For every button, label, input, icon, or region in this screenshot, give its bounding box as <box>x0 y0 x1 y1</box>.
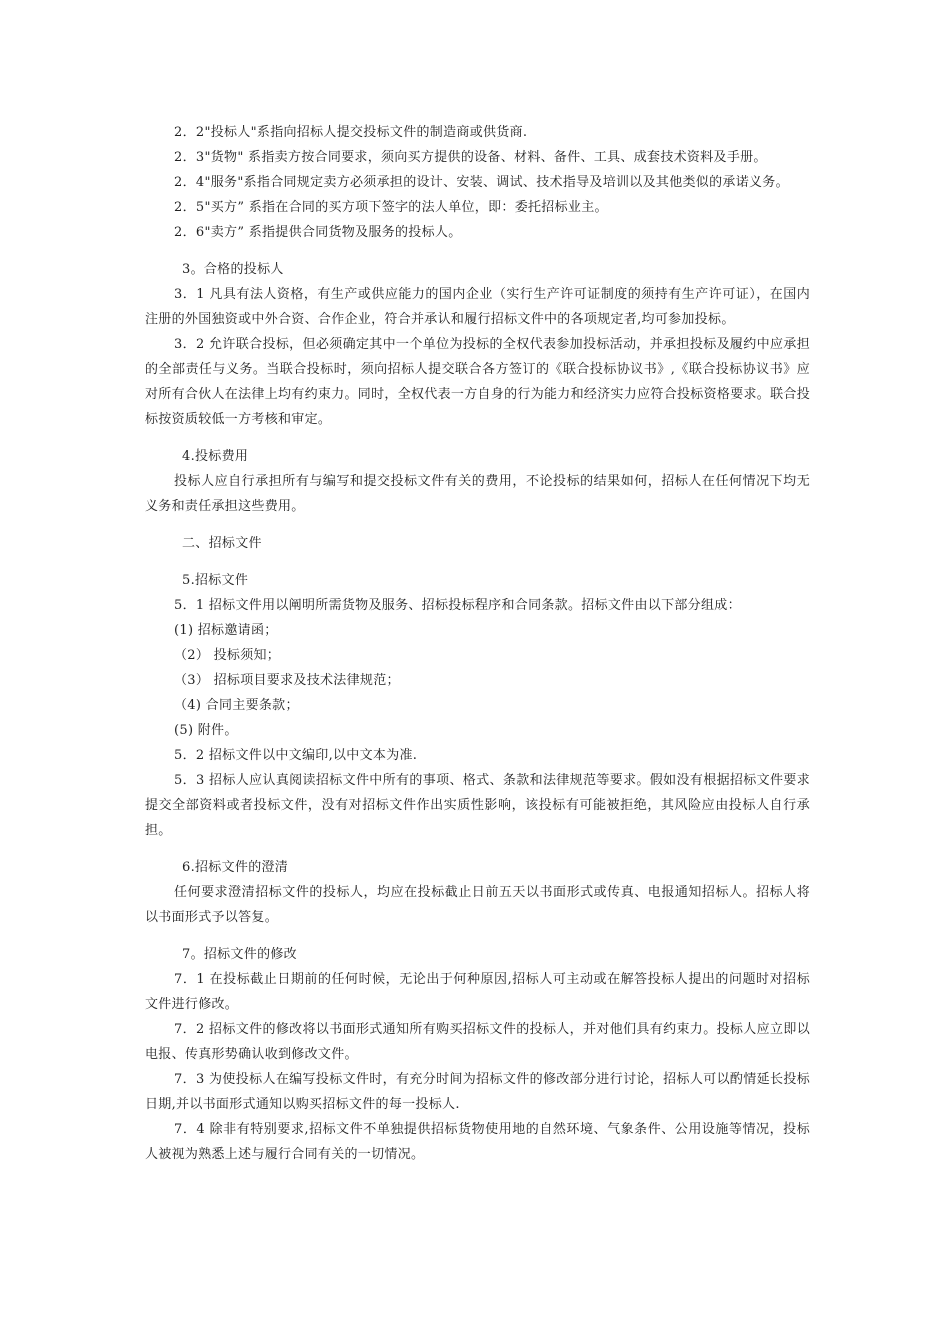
paragraph: 2．4"服务"系指合同规定卖方必须承担的设计、安装、调试、技术指导及培训以及其他类似的承诺义务。 <box>174 175 789 190</box>
paragraph: 5．3 招标人应认真阅读招标文件中所有的事项、格式、条款和法律规范等要求。假如没有根据招标文件要求提交全部资料或者投标文件，没有对招标文件作出实质性影响，该投标有可能被拒绝，其风险应由投标人自行承担。 <box>145 773 810 838</box>
list-item: （3） 招标项目要求及技术法律规范； <box>174 673 400 688</box>
section-heading: 5.招标文件 <box>182 573 249 588</box>
paragraph: 2．6"卖方” 系指提供合同货物及服务的投标人。 <box>174 225 462 240</box>
paragraph: 2．5"买方” 系指在合同的买方项下签字的法人单位，即：委托招标业主。 <box>174 200 608 215</box>
list-item: (5) 附件。 <box>174 723 238 738</box>
paragraph: 7．3 为使投标人在编写投标文件时，有充分时间为招标文件的修改部分进行讨论，招标人可以酌情延长投标日期,并以书面形式通知以购买招标文件的每一投标人. <box>145 1072 810 1112</box>
section-heading: 7。招标文件的修改 <box>182 947 297 962</box>
paragraph: 5．1 招标文件用以阐明所需货物及服务、招标投标程序和合同条款。招标文件由以下部分组成： <box>174 598 741 613</box>
list-item: （2） 投标须知； <box>174 648 281 663</box>
paragraph: 投标人应自行承担所有与编写和提交投标文件有关的费用，不论投标的结果如何，招标人在任何情况下均无义务和责任承担这些费用。 <box>145 474 810 514</box>
paragraph: 2．2"投标人"系指向招标人提交投标文件的制造商或供货商. <box>174 125 528 140</box>
paragraph: 7．4 除非有特别要求,招标文件不单独提供招标货物使用地的自然环境、气象条件、公用设施等情况，投标人被视为熟悉上述与履行合同有关的一切情况。 <box>145 1122 810 1162</box>
section-heading: 3。合格的投标人 <box>182 262 284 277</box>
paragraph: 7．1 在投标截止日期前的任何时候，无论出于何种原因,招标人可主动或在解答投标人提出的问题时对招标文件进行修改。 <box>145 972 810 1012</box>
paragraph: 5．2 招标文件以中文编印,以中文本为准. <box>174 748 418 763</box>
document-body <box>145 120 810 1167</box>
paragraph: 任何要求澄清招标文件的投标人，均应在投标截止日前五天以书面形式或传真、电报通知招标人。招标人将以书面形式予以答复。 <box>145 885 810 925</box>
paragraph: 3．1 凡具有法人资格，有生产或供应能力的国内企业（实行生产许可证制度的须持有生产许可证），在国内注册的外国独资或中外合资、合作企业，符合并承认和履行招标文件中的各项规定者,均可参加投标。 <box>145 287 810 327</box>
paragraph: 3．2 允许联合投标，但必须确定其中一个单位为投标的全权代表参加投标活动，并承担投标及履约中应承担的全部责任与义务。当联合投标时，须向招标人提交联合各方签订的《联合投标协议书》,《联合投标协议书》应对所有合伙人在法律上均有约束力。同时，全权代表一方自身的行为能力和经济实力应符合投标资格要求。联合投标按资质较低一方考核和审定。 <box>145 337 811 427</box>
section-heading: 4.投标费用 <box>182 449 249 464</box>
paragraph: 7．2 招标文件的修改将以书面形式通知所有购买招标文件的投标人，并对他们具有约束力。投标人应立即以电报、传真形势确认收到修改文件。 <box>145 1022 810 1062</box>
list-item: （4) 合同主要条款； <box>174 698 299 713</box>
chapter-heading: 二、招标文件 <box>182 536 262 551</box>
list-item: (1) 招标邀请函； <box>174 623 278 638</box>
section-heading: 6.招标文件的澄清 <box>182 860 289 875</box>
paragraph: 2．3"货物" 系指卖方按合同要求，须向买方提供的设备、材料、备件、工具、成套技术资料及手册。 <box>174 150 767 165</box>
